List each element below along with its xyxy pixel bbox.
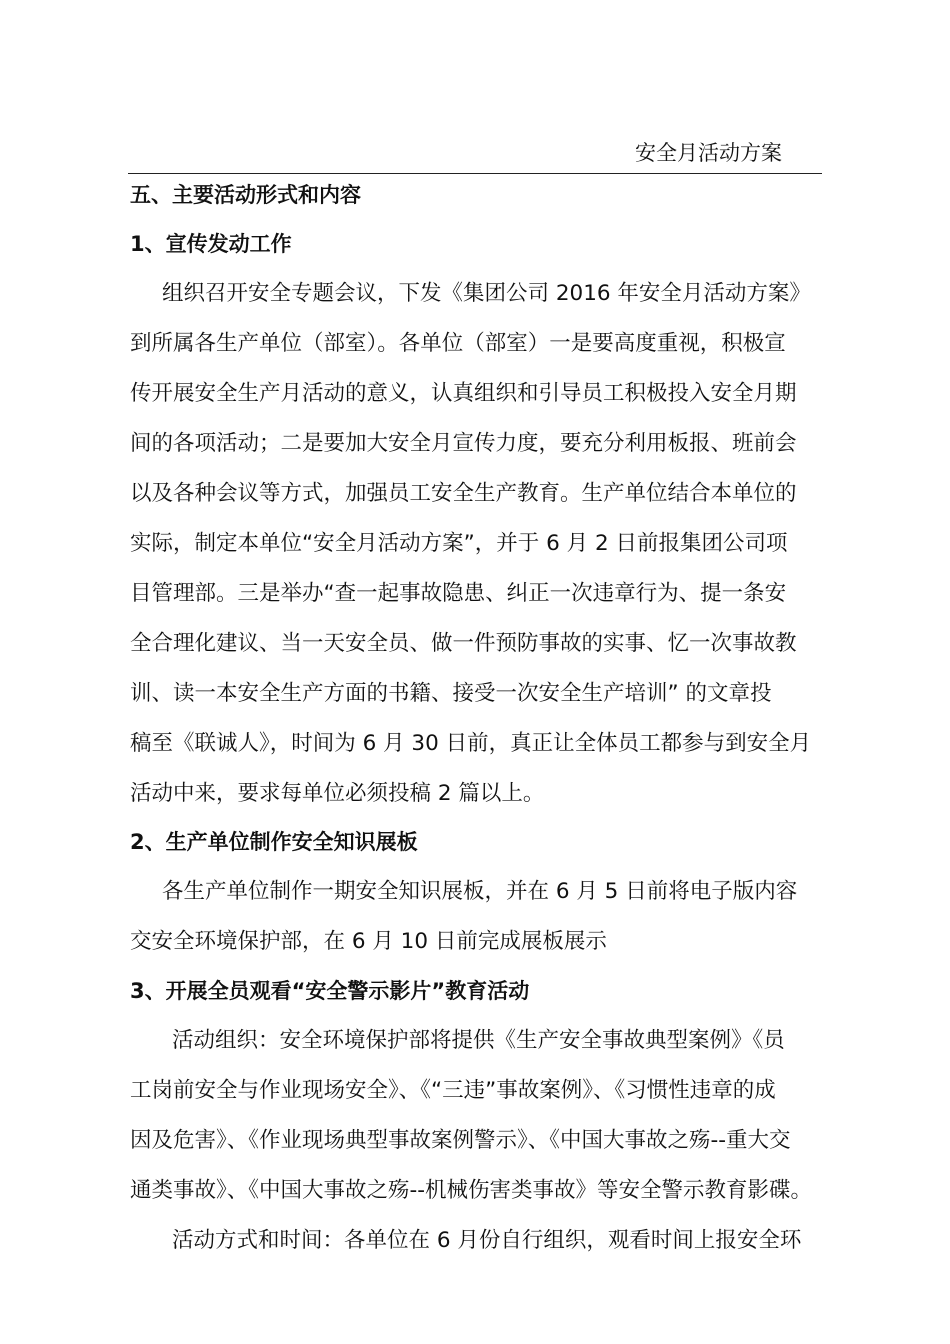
subsection-heading-3: 3、开展全员观看“安全警示影片”教育活动 (130, 979, 530, 1003)
subsection-heading-1: 1、宣传发动工作 (130, 232, 292, 256)
paragraph-line: 目管理部。三是举办“查一起事故隐患、纠正一次违章行为、提一条安 (130, 581, 787, 606)
paragraph-line: 因及危害》、《作业现场典型事故案例警示》、《中国大事故之殇--重大交 (130, 1128, 791, 1153)
paragraph-line: 交安全环境保护部，在 6 月 10 日前完成展板展示 (130, 929, 607, 954)
paragraph-line: 到所属各生产单位（部室）。各单位（部室）一是要高度重视，积极宣 (130, 331, 786, 356)
paragraph-line: 各生产单位制作一期安全知识展板，并在 6 月 5 日前将电子版内容 (162, 879, 798, 904)
paragraph-line: 全合理化建议、当一天安全员、做一件预防事故的实事、忆一次事故教 (130, 631, 797, 656)
paragraph-line: 组织召开安全专题会议，下发《集团公司 2016 年安全月活动方案》 (162, 281, 811, 306)
paragraph-line: 活动中来，要求每单位必须投稿 2 篇以上。 (130, 781, 545, 806)
running-header-title: 安全月活动方案 (635, 141, 782, 165)
running-header (128, 133, 822, 174)
paragraph-line: 传开展安全生产月活动的意义，认真组织和引导员工积极投入安全月期 (130, 381, 797, 406)
section-heading: 五、主要活动形式和内容 (130, 183, 361, 207)
paragraph-line: 稿至《联诚人》，时间为 6 月 30 日前，真正让全体员工都参与到安全月 (130, 731, 812, 756)
paragraph-line: 间的各项活动；二是要加大安全月宣传力度，要充分利用板报、班前会 (130, 431, 797, 456)
paragraph-line: 训、读一本安全生产方面的书籍、接受一次安全生产培训” 的文章投 (130, 681, 772, 706)
subsection-heading-2: 2、生产单位制作安全知识展板 (130, 830, 418, 854)
paragraph-line: 以及各种会议等方式，加强员工安全生产教育。生产单位结合本单位的 (130, 481, 797, 506)
paragraph-line: 通类事故》、《中国大事故之殇--机械伤害类事故》等安全警示教育影碟。 (130, 1178, 813, 1203)
paragraph-line: 实际，制定本单位“安全月活动方案”，并于 6 月 2 日前报集团公司项 (130, 531, 788, 556)
paragraph-line: 工岗前安全与作业现场安全》、《“三违”事故案例》、《习惯性违章的成 (130, 1078, 776, 1103)
paragraph-line: 活动方式和时间：各单位在 6 月份自行组织，观看时间上报安全环 (172, 1228, 802, 1253)
paragraph-line: 活动组织：安全环境保护部将提供《生产安全事故典型案例》《员 (172, 1028, 785, 1053)
